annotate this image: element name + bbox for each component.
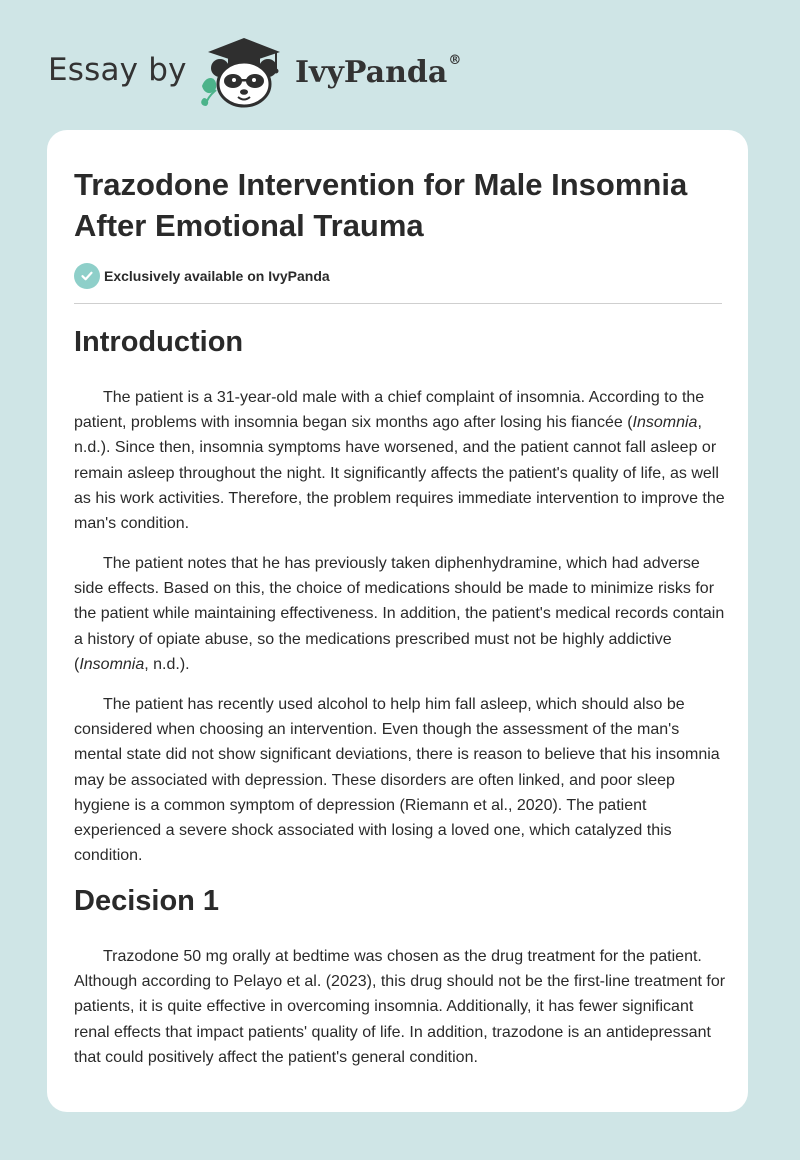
badge-label: Exclusively available on IvyPanda: [104, 268, 330, 284]
paragraph-intro-3: The patient has recently used alcohol to help him fall asleep, which should also be considered when choosing an intervention. Even though the assessment of the man's mental state did not show significant deviations, there is reason to believe that his insomnia may be associated with depression. These disorders are often linked, and poor sleep hygiene is a common symptom of depression (Riemann et al., 2020). The patient experienced a severe shock associated with losing a loved one, which catalyzed this condition.: [74, 696, 720, 865]
check-icon: [74, 263, 100, 289]
brand-name[interactable]: [295, 55, 461, 90]
exclusive-badge: [74, 263, 330, 289]
registered-mark: ®: [448, 53, 462, 68]
paragraph-text: , n.d.). Since then, insomnia symptoms have worsened, and the patient cannot fall asleep or remain asleep throughout the night. It significantly affects the patient's quality of life, as well as his work activities. Therefore, the problem requires immediate intervention to improve the man's condition.: [74, 414, 725, 533]
paragraph-intro-1: [74, 385, 726, 536]
citation-title: Insomnia: [79, 655, 145, 673]
site-header: [0, 0, 800, 130]
page-title: Trazodone Intervention for Male Insomnia After Emotional Trauma: [74, 167, 688, 243]
essay-card: [47, 130, 748, 1112]
section-heading-decision-1: Decision 1: [74, 885, 220, 917]
paragraph-intro-2: [74, 551, 726, 677]
paragraph-text: The patient notes that he has previously taken diphenhydramine, which had adverse side effects. Based on this, the choice of medications should be made to minimize risks for the patient while maintaining effectiveness. In addition, the patient's medical records contain a history of opiate abuse, so the medications prescribed must not be highly addictive (: [74, 555, 725, 673]
brand-name-text: IvyPanda: [295, 55, 448, 90]
panda-graduate-logo-icon[interactable]: [198, 34, 290, 110]
paragraph-text: The patient is a 31-year-old male with a chief complaint of insomnia. According to the patient, problems with insomnia began six months ago after losing his fiancée (: [74, 389, 705, 432]
citation-title: Insomnia: [632, 414, 698, 432]
divider: [74, 303, 722, 304]
paragraph-decision-1: Trazodone 50 mg orally at bedtime was chosen as the drug treatment for the patient. Although according to Pelayo et al. (2023), this drug should not be the first-line treatment for patients, it is quite effective in overcoming insomnia. Additionally, it has fewer significant renal effects that impact patients' quality of life. In addition, trazodone is an antidepressant that could positively affect the patient's general condition.: [74, 948, 726, 1066]
essay-by-label: Essay by: [48, 52, 187, 88]
section-heading-introduction: Introduction: [74, 326, 244, 358]
paragraph-text: , n.d.).: [144, 655, 190, 673]
